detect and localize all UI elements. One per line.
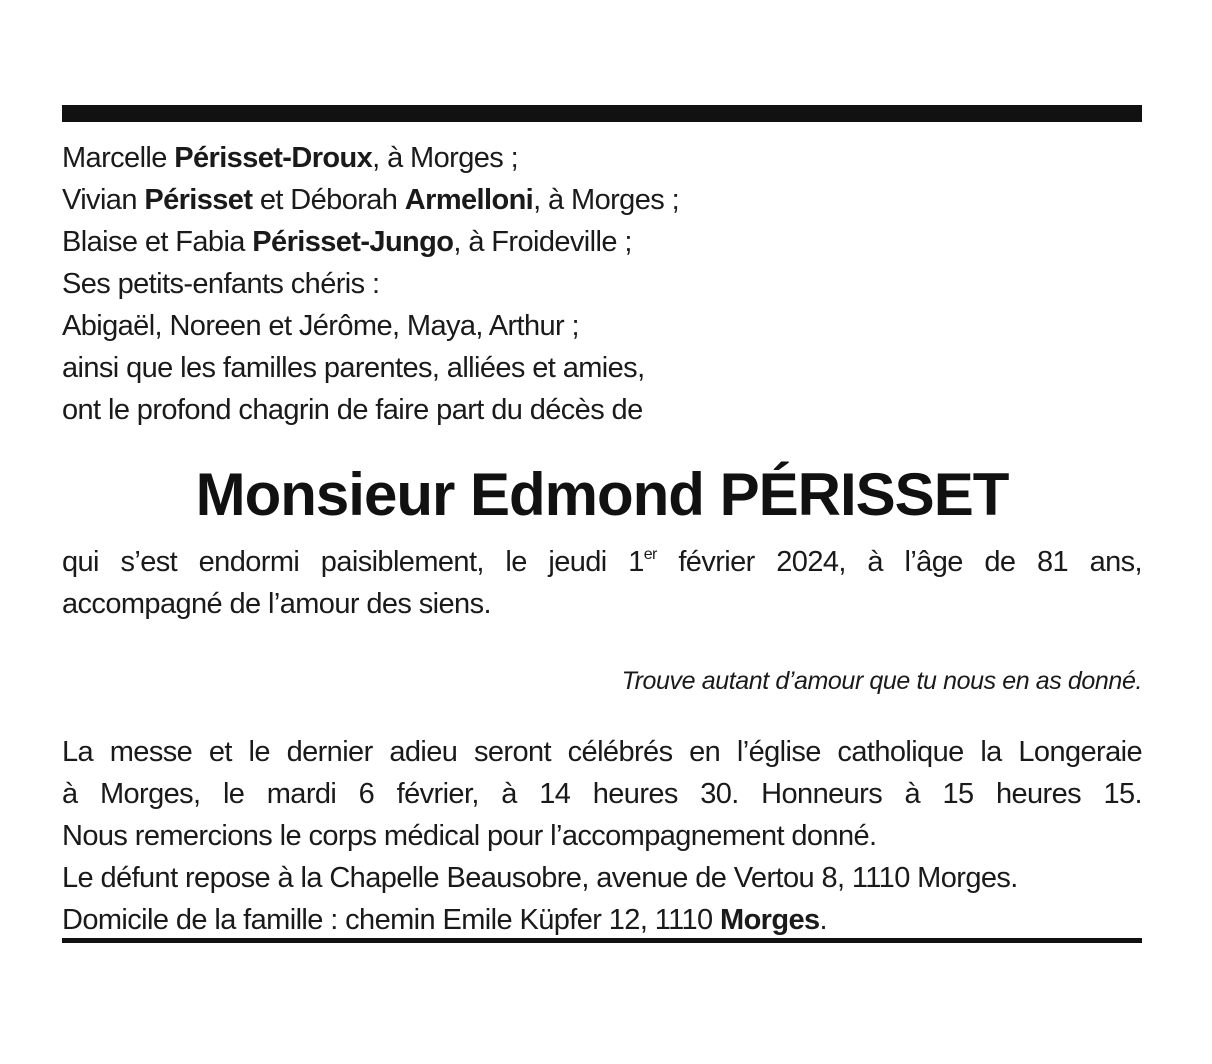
family-line-4: Ses petits-enfants chéris : — [62, 268, 380, 300]
ceremony-line-5: Domicile de la famille : chemin Emile Küpfer 12, 1110 Morges. — [62, 904, 828, 936]
obituary-notice — [62, 105, 1142, 941]
quote: Trouve autant d’amour que tu nous en as donné. — [621, 667, 1142, 695]
top-rule — [62, 105, 1142, 122]
family-list — [62, 137, 1142, 431]
family-line-5: Abigaël, Noreen et Jérôme, Maya, Arthur ; — [62, 310, 579, 342]
ceremony-line-4: Le défunt repose à la Chapelle Beausobre, avenue de Vertou 8, 1110 Morges. — [62, 862, 1018, 894]
family-line-3: Blaise et Fabia Périsset-Jungo, à Froideville ; — [62, 226, 632, 258]
ceremony-line-2: à Morges, le mardi 6 février, à 14 heures 30. Honneurs à 15 heures 15. — [62, 778, 1142, 810]
family-line-2: Vivian Périsset et Déborah Armelloni, à Morges ; — [62, 184, 680, 216]
passing-text — [62, 541, 1142, 625]
family-line-6: ainsi que les familles parentes, alliées et amies, — [62, 352, 645, 384]
family-line-1: Marcelle Périsset-Droux, à Morges ; — [62, 142, 519, 174]
passing-line-2: accompagné de l’amour des siens. — [62, 588, 491, 620]
family-line-7: ont le profond chagrin de faire part du décès de — [62, 394, 643, 426]
bottom-rule — [62, 938, 1142, 943]
deceased-name: Monsieur Edmond PÉRISSET — [195, 461, 1009, 528]
ceremony-details — [62, 731, 1142, 941]
ceremony-line-3: Nous remercions le corps médical pour l’accompagnement donné. — [62, 820, 877, 852]
ceremony-line-1: La messe et le dernier adieu seront célébrés en l’église catholique la Longeraie — [62, 736, 1142, 768]
passing-line-1: qui s’est endormi paisiblement, le jeudi 1er février 2024, à l’âge de 81 ans, — [62, 546, 1142, 578]
